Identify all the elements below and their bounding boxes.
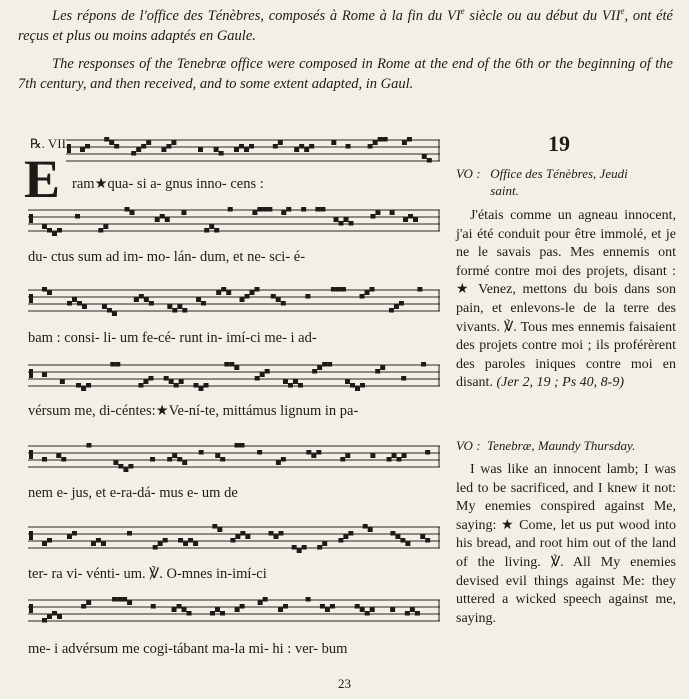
neume [77, 301, 82, 306]
neume [349, 221, 354, 226]
neume [47, 615, 52, 620]
neume [161, 148, 166, 153]
neume [177, 457, 182, 462]
neume [212, 524, 217, 529]
neume [110, 362, 115, 367]
neume [276, 461, 281, 466]
neume [417, 287, 422, 292]
neume [331, 141, 336, 146]
neume [193, 383, 198, 388]
neume [292, 545, 297, 550]
neume [188, 538, 193, 543]
neume [370, 214, 375, 219]
neume [215, 454, 220, 459]
neume [172, 454, 177, 459]
neume [334, 218, 339, 223]
neume [216, 291, 221, 296]
clef-icon [29, 369, 33, 378]
neume [325, 608, 330, 613]
neume [57, 615, 62, 620]
neume [363, 524, 368, 529]
neume [415, 611, 420, 616]
neume [311, 454, 316, 459]
neume [57, 228, 62, 233]
neume [158, 542, 163, 547]
neume [345, 380, 350, 385]
neume [322, 542, 327, 547]
neume [234, 366, 239, 371]
neume [317, 545, 322, 550]
french-source: VO : Office des Ténèbres, Jeudi saint. [456, 166, 628, 198]
neume [171, 141, 176, 146]
neume [141, 144, 146, 149]
neume [255, 287, 260, 292]
neume [370, 287, 375, 292]
neume [101, 542, 106, 547]
neume [343, 535, 348, 540]
clef-icon [29, 294, 33, 303]
neume [165, 218, 170, 223]
neume [278, 141, 283, 146]
neume [47, 228, 52, 233]
neume [214, 228, 219, 233]
clef-icon [29, 604, 33, 613]
neume [47, 291, 52, 296]
neume [297, 549, 302, 554]
neume [163, 538, 168, 543]
neume [143, 380, 148, 385]
neume [283, 380, 288, 385]
neume [427, 158, 432, 163]
neume [199, 450, 204, 455]
lyric-line: vérsum me, di-céntes:★Ve-ní-te, mittámus lignum in pa- [28, 403, 359, 419]
neume [153, 545, 158, 550]
neume [96, 538, 101, 543]
neume [228, 207, 233, 212]
neume [234, 443, 239, 448]
clef-icon [29, 214, 33, 223]
staff [28, 362, 440, 391]
neume [401, 376, 406, 381]
neume [42, 373, 47, 378]
neume [408, 214, 413, 219]
neume [150, 457, 155, 462]
neume [127, 531, 132, 536]
neume [187, 611, 192, 616]
neume [257, 450, 262, 455]
neume [80, 148, 85, 153]
neume [338, 538, 343, 543]
neume [394, 305, 399, 310]
staff [28, 597, 440, 623]
neume [425, 450, 430, 455]
neume [217, 528, 222, 533]
neume [345, 454, 350, 459]
neume [234, 148, 239, 153]
neume [210, 611, 215, 616]
neume [405, 611, 410, 616]
neume [327, 362, 332, 367]
neume [122, 597, 127, 602]
neume [370, 608, 375, 613]
neume [114, 144, 119, 149]
neume [255, 376, 260, 381]
neume [387, 457, 392, 462]
neume [250, 291, 255, 296]
neume [383, 137, 388, 142]
neume [390, 211, 395, 216]
neume [182, 608, 187, 613]
neume [239, 443, 244, 448]
neume [127, 601, 132, 606]
neume [305, 294, 310, 299]
staff [28, 287, 440, 316]
neume [302, 545, 307, 550]
intro-english: The responses of the Tenebræ office were composed in Rome at the end of the 6th or the beginning of the 7th century, and then received, and to some extent adapted, in Gaul. [18, 56, 673, 92]
neume [306, 450, 311, 455]
clef-icon [29, 450, 33, 459]
neume [245, 294, 250, 299]
neume [67, 301, 72, 306]
neume [346, 144, 351, 149]
neume [390, 608, 395, 613]
neume [72, 531, 77, 536]
neume [288, 383, 293, 388]
neume [317, 366, 322, 371]
neume [86, 383, 91, 388]
neume [380, 366, 385, 371]
neume [179, 380, 184, 385]
neume [373, 141, 378, 146]
neume [375, 211, 380, 216]
neume [221, 287, 226, 292]
lyric-line: ter- ra vi- vénti- um. ℣. O-mnes in-imí-ci [28, 566, 267, 582]
neume [85, 144, 90, 149]
neume [265, 369, 270, 374]
staff [28, 524, 440, 553]
neume [273, 144, 278, 149]
neume [240, 298, 245, 303]
neume [113, 461, 118, 466]
neume [215, 608, 220, 613]
neume [86, 601, 91, 606]
neume [226, 291, 231, 296]
neume [125, 207, 130, 212]
neume [230, 538, 235, 543]
neume [293, 380, 298, 385]
neume [306, 597, 311, 602]
neume [82, 305, 87, 310]
neume [201, 301, 206, 306]
neume [193, 542, 198, 547]
neume [75, 214, 80, 219]
neume [240, 604, 245, 609]
neume [405, 542, 410, 547]
neume [138, 383, 143, 388]
neume [42, 457, 47, 462]
neume [245, 535, 250, 540]
neume [76, 383, 81, 388]
neume [109, 141, 114, 146]
neume [235, 535, 240, 540]
neume [172, 308, 177, 313]
neume [304, 148, 309, 153]
neume [368, 528, 373, 533]
neume [278, 608, 283, 613]
neume [42, 618, 47, 623]
neume [112, 597, 117, 602]
neume [220, 611, 225, 616]
neume [81, 604, 86, 609]
neume [128, 464, 133, 469]
neume [177, 305, 182, 310]
neume [81, 387, 86, 392]
neume [360, 294, 365, 299]
neume [220, 457, 225, 462]
neume [278, 531, 283, 536]
neume [134, 298, 139, 303]
neume [198, 148, 203, 153]
neume [273, 535, 278, 540]
page-number: 23 [338, 676, 351, 691]
neume [61, 457, 66, 462]
neume [360, 608, 365, 613]
neume [209, 225, 214, 230]
neume [178, 538, 183, 543]
neume [336, 287, 341, 292]
neume [390, 531, 395, 536]
lyric-line: ram★qua- si a- gnus inno- cens : [72, 176, 264, 192]
neume [214, 148, 219, 153]
neume [203, 383, 208, 388]
neume [219, 151, 224, 156]
clef-icon [29, 531, 33, 540]
neume [172, 608, 177, 613]
neume [320, 207, 325, 212]
neume [229, 362, 234, 367]
neume [148, 376, 153, 381]
neume [413, 218, 418, 223]
neume [425, 538, 430, 543]
neume [331, 287, 336, 292]
neume [339, 221, 344, 226]
neume [102, 305, 107, 310]
neume [42, 287, 47, 292]
neume [91, 542, 96, 547]
neume [316, 450, 321, 455]
neume [167, 457, 172, 462]
neume [239, 144, 244, 149]
staff [66, 137, 440, 163]
neume [196, 298, 201, 303]
piece-number: 19 [548, 131, 570, 156]
english-source: VO : Tenebræ, Maundy Thursday. [456, 438, 636, 453]
neume [365, 611, 370, 616]
neume [378, 137, 383, 142]
neume [341, 287, 346, 292]
neume [260, 373, 265, 378]
french-translation: J'étais comme un agneau innocent, j'ai été conduit pour être immolé, et je ne le savais pas. Mes ennemis ont formé contre moi des projets, disant : ★ Venez, mettons du bois dans son pain, et enlevons-le de la terre des vivants. ℣. Tous mes ennemis faisaient des projets contre moi ; ils proférèrent des paroles iniques contre moi en disant. (Jer 2, 19 ; Ps 40, 8-9) [456, 208, 676, 391]
staff [28, 443, 440, 472]
staff [28, 207, 440, 236]
lyric-line: me- i advérsum me cogi-tábant ma-la mi- hi : ver- bum [28, 641, 348, 657]
neume [181, 211, 186, 216]
neume [421, 362, 426, 367]
neume [355, 604, 360, 609]
neume [348, 531, 353, 536]
neume [309, 144, 314, 149]
neume [130, 211, 135, 216]
neume [118, 464, 123, 469]
neume [258, 601, 263, 606]
neume [60, 380, 65, 385]
neume [402, 141, 407, 146]
neume [330, 604, 335, 609]
neume [420, 535, 425, 540]
neume [315, 207, 320, 212]
neume [155, 218, 160, 223]
neume [169, 380, 174, 385]
neume [146, 141, 151, 146]
neume [370, 454, 375, 459]
mode-label: ℞. VII [30, 136, 66, 151]
neume [403, 218, 408, 223]
neume [402, 454, 407, 459]
neume [244, 148, 249, 153]
neume [166, 144, 171, 149]
neume [263, 597, 268, 602]
neume [375, 369, 380, 374]
lyric-line: nem e- jus, et e-ra-dá- mus e- um de [28, 485, 238, 501]
neume [340, 457, 345, 462]
neume [322, 362, 327, 367]
neume [360, 383, 365, 388]
neume [104, 137, 109, 142]
neume [350, 383, 355, 388]
neume [344, 218, 349, 223]
neume [392, 454, 397, 459]
neume [144, 298, 149, 303]
neume [164, 376, 169, 381]
neume [389, 308, 394, 313]
neume [174, 383, 179, 388]
neume [268, 531, 273, 536]
intro-french: Les répons de l'office des Ténèbres, composés à Rome à la fin du VIe siècle ou au début du VIIe, ont été reçus et plus ou moins adaptés en Gaule. [18, 6, 673, 44]
neume [182, 461, 187, 466]
neume [407, 137, 412, 142]
neume [294, 148, 299, 153]
neume [276, 298, 281, 303]
neume [395, 535, 400, 540]
neume [283, 604, 288, 609]
neume [249, 144, 254, 149]
neume [67, 535, 72, 540]
neume [198, 387, 203, 392]
neume [183, 542, 188, 547]
neume [204, 228, 209, 233]
neume [224, 362, 229, 367]
neume [86, 443, 91, 448]
neume [235, 608, 240, 613]
neume [47, 538, 52, 543]
neume [182, 308, 187, 313]
neume [312, 369, 317, 374]
lyric-line: du- ctus sum ad im- mo- lán- dum, et ne- sci- é- [28, 249, 306, 265]
neume [368, 144, 373, 149]
neume [42, 542, 47, 547]
neume [112, 312, 117, 317]
neume [117, 597, 122, 602]
neume [136, 148, 141, 153]
neume [177, 604, 182, 609]
neume [399, 301, 404, 306]
neume [252, 211, 257, 216]
neume [160, 214, 165, 219]
neume [149, 301, 154, 306]
neume [52, 232, 57, 237]
neume [301, 207, 306, 212]
neume [281, 211, 286, 216]
neume [410, 608, 415, 613]
neume [355, 387, 360, 392]
initial-letter: E [24, 149, 61, 209]
neume [281, 301, 286, 306]
neume [42, 225, 47, 230]
neume [240, 531, 245, 536]
neume [262, 207, 267, 212]
lyric-line: bam : consi- li- um fe-cé- runt in- imí-ci me- i ad- [28, 330, 317, 346]
english-translation: I was like an innocent lamb; I was led to be sacrificed, and I knew it not: My enemies conspired against Me, saying: ★ Come, let us put wood into his bread, and root him out of the land of the living. ℣. All My enemies devised evil things against Me: they uttered a wicked speech against me, saying. [456, 462, 676, 626]
neume [400, 538, 405, 543]
neume [52, 611, 57, 616]
neume [320, 604, 325, 609]
neume [267, 207, 272, 212]
neume [271, 294, 276, 299]
neume [298, 383, 303, 388]
clef-icon [67, 144, 71, 153]
neume [151, 604, 156, 609]
neume [286, 207, 291, 212]
neume [257, 207, 262, 212]
neume [167, 305, 172, 310]
neume [397, 457, 402, 462]
neume [422, 155, 427, 160]
neume [281, 457, 286, 462]
neume [98, 228, 103, 233]
neume [123, 468, 128, 473]
neume [115, 362, 120, 367]
neume [299, 144, 304, 149]
neume [139, 294, 144, 299]
neume [107, 308, 112, 313]
neume [131, 151, 136, 156]
neume [103, 225, 108, 230]
neume [72, 298, 77, 303]
neume [365, 291, 370, 296]
neume [56, 454, 61, 459]
